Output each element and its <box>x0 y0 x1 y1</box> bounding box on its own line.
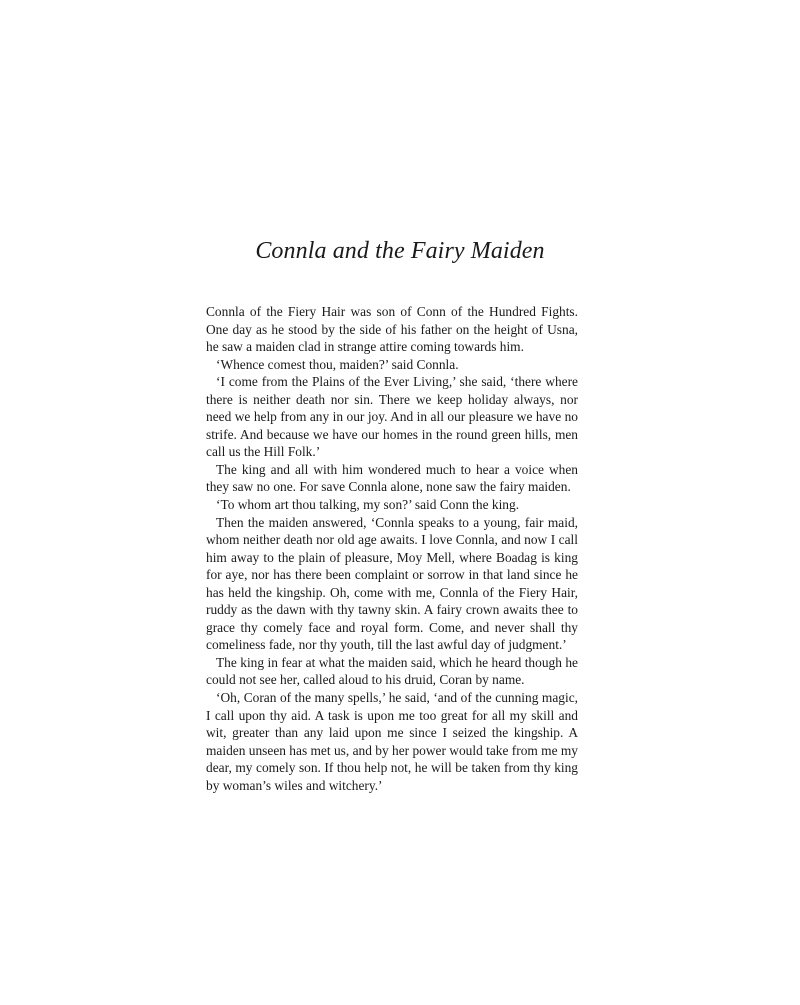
paragraph: Connla of the Fiery Hair was son of Conn of the Hundred Fights. One day as he stood by the side of his father on the height of Usna, he saw a maiden clad in strange attire coming towards him. <box>206 304 578 355</box>
paragraph: The king in fear at what the maiden said, which he heard though he could not see her, called aloud to his druid, Coran by name. <box>206 654 578 688</box>
paragraph: ‘Oh, Coran of the many spells,’ he said, ‘and of the cunning magic, I call upon thy aid. A task is upon me too great for all my skill and wit, greater than any laid upon me since I seized the kingship. A maiden unseen has met us, and by her power would take from me my dear, my comely son. If thou help not, he will be taken from thy king by woman’s wiles and witchery.’ <box>206 690 578 793</box>
paragraph: ‘Whence comest thou, maiden?’ said Connla. <box>216 356 459 372</box>
paragraph: ‘I come from the Plains of the Ever Living,’ she said, ‘there where there is neither death nor sin. There we keep holiday always, nor need we help from any in our joy. And in all our pleasure we have no strife. And because we have our homes in the round green hills, men call us the Hill Folk.’ <box>206 374 578 460</box>
paragraph: ‘To whom art thou talking, my son?’ said Conn the king. <box>216 497 520 513</box>
paragraph: The king and all with him wondered much to hear a voice when they saw no one. For save Connla alone, none saw the fairy maiden. <box>206 461 578 495</box>
chapter-title: Connla and the Fairy Maiden <box>255 238 545 264</box>
paragraph: Then the maiden answered, ‘Connla speaks to a young, fair maid, whom neither death nor old age awaits. I love Connla, and now I call him away to the plain of pleasure, Moy Mell, where Boadag is king for aye, nor has there been complaint or sorrow in that land since he has held the kingship. Oh, come with me, Connla of the Fiery Hair, ruddy as the dawn with thy tawny skin. A fairy crown awaits thee to grace thy comely face and royal form. Come, and never shall thy comeliness fade, nor thy youth, till the last awful day of judgment.’ <box>206 514 578 653</box>
chapter-body <box>206 303 578 794</box>
